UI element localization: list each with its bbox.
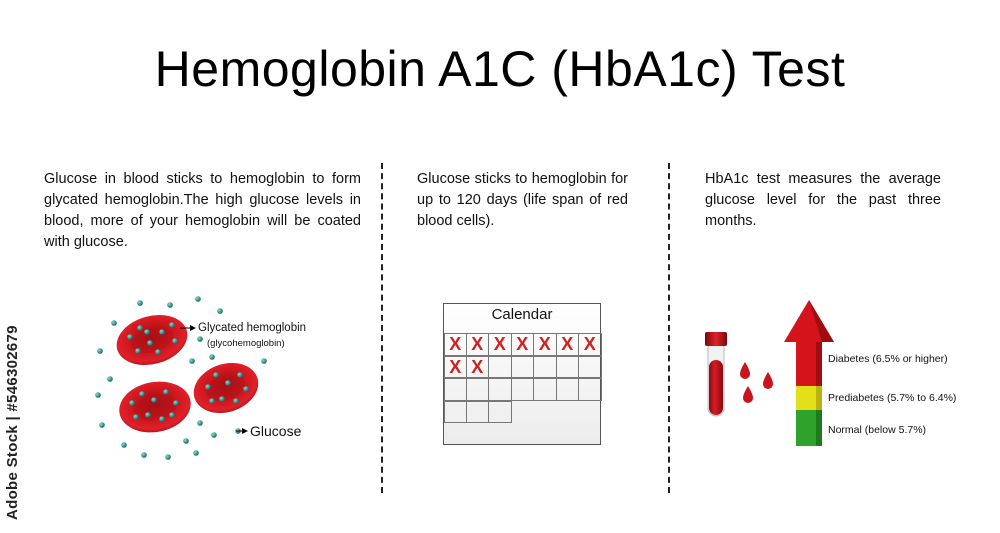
calendar-day-cell [489,356,512,379]
calendar-day-cell [444,378,467,401]
page-title: Hemoglobin A1C (HbA1c) Test [154,41,846,97]
calendar-day-cell [467,378,490,401]
calendar-day-cell [512,356,535,379]
calendar-day-cell: X [512,333,535,356]
calendar-day-cell: X [467,356,490,379]
level-prediabetes: Prediabetes (5.7% to 6.4%) [828,392,957,404]
calendar-day-cell [579,378,602,401]
calendar-day-cell [489,378,512,401]
red-blood-cell [111,308,193,373]
red-blood-cell [187,355,265,421]
blood-test-tube-illustration [700,330,780,420]
divider-right [668,163,670,493]
calendar-day-cell [489,401,512,424]
glucose-label: Glucose [250,423,302,439]
calendar-day-cell [512,378,535,401]
calendar-day-cell: X [489,333,512,356]
calendar-day-cell [534,356,557,379]
calendar-day-cell [579,356,602,379]
calendar-title: Calendar [491,306,553,323]
red-blood-cell [115,376,195,438]
calendar-day-cell [557,378,580,401]
section2-text: Glucose sticks to hemoglobin for up to 120 days (life span of red blood cells). [417,171,628,229]
calendar-day-cell: X [534,333,557,356]
calendar-day-cell: X [467,333,490,356]
section3-text: HbA1c test measures the average glucose level for the past three months. [705,171,941,229]
divider-left [381,163,383,493]
calendar-day-cell [444,401,467,424]
stock-watermark: Adobe Stock | #546302679 [4,325,21,520]
calendar-day-cell: X [557,333,580,356]
section1-text: Glucose in blood sticks to hemoglobin to form glycated hemoglobin.The high glucose levels in blood, more of your hemoglobin will be coated with glucose. [44,171,361,250]
calendar-day-cell [557,356,580,379]
calendar-day-cell: X [444,333,467,356]
level-diabetes: Diabetes (6.5% or higher) [828,353,948,365]
calendar-day-cell [534,378,557,401]
glycated-sub-label: (glycohemoglobin) [207,338,285,349]
calendar-day-cell: X [579,333,602,356]
glycated-label: Glycated hemoglobin [198,322,307,334]
calendar-day-cell: X [444,356,467,379]
calendar-day-cell [467,401,490,424]
level-normal: Normal (below 5.7%) [828,424,927,436]
